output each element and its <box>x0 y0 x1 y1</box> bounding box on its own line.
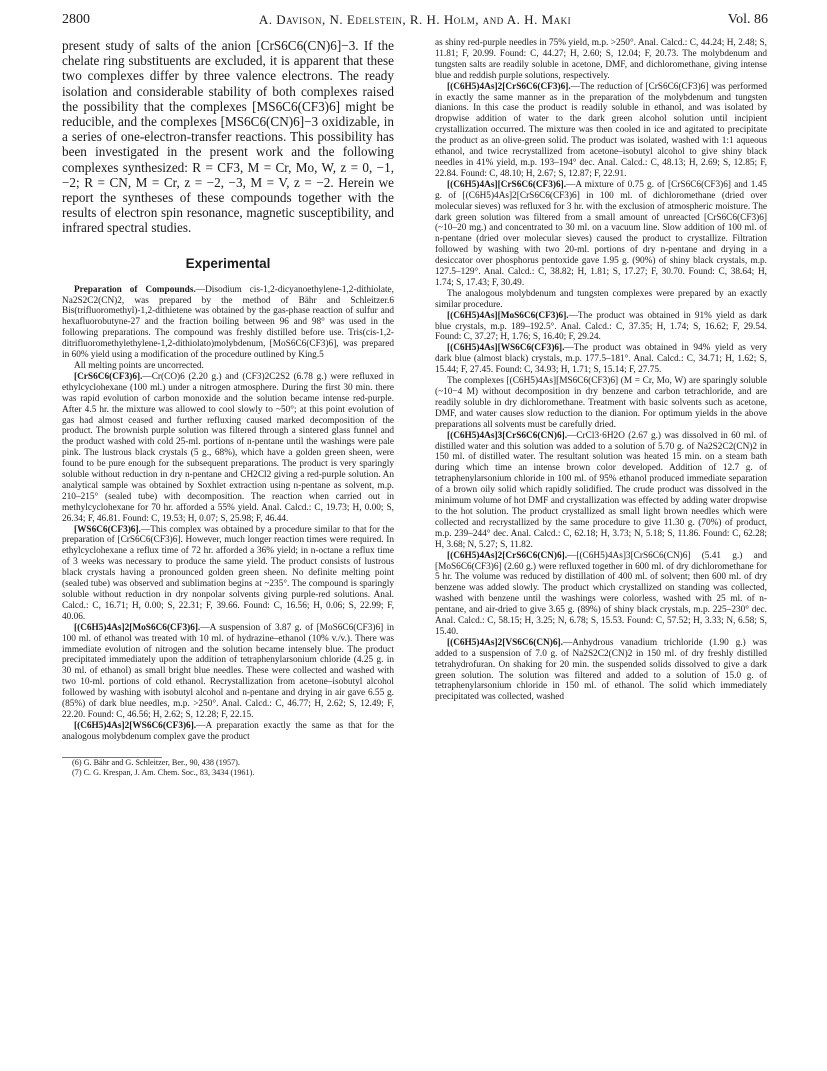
v-dianion-cn-paragraph <box>435 638 767 703</box>
cr-monoanion-paragraph <box>435 180 767 289</box>
mo-dianion-text: —A suspension of 3.87 g. of [MoS6C6(CF3)6] in 100 ml. of ethanol was treated with 10 ml. of hydrazine–ethanol (10% v./v.). There was immediate evolution of nitrogen and the solution became intensely blue. The product precipitated immediately upon the addition of tetraphenylarsonium chloride (4.25 g. in 30 ml. of ethanol) as small bright blue needles. These were collected and washed with two 10-ml. portions of cold ethanol. Recrystallization from acetone–isobutyl alcohol followed by washing with isobutyl alcohol and n-pentane and drying in air gave 6.55 g. (85%) of dark blue needles, m.p. >250°. Anal. Calcd.: C, 46.77; H, 2.62; S, 12.49; F, 22.20. Found: C, 46.56; H, 2.62; S, 12.28; F, 22.15. <box>62 622 394 720</box>
right-column <box>435 38 767 1068</box>
footnote-6: (6) G. Bähr and G. Schleitzer, Ber., 90, 438 (1957). <box>72 757 240 767</box>
v-dianion-cn-heading: [(C6H5)4As]2[VS6C6(CN)6]. <box>447 637 563 648</box>
prep-text: —Disodium cis-1,2-dicyanoethylene-1,2-dithiolate, Na2S2C2(CN)2, was prepared by the method of Bähr and Schleitzer.6 Bis(trifluoromethyl)-1,2-dithietene was obtained by the gas-phase reaction of sulfur and hexafluorobutyne-27 and the fraction boiling between 96 and 98° was used in the following preparations. The compound was freshly distilled before use. Tris(cis-1,2-ditrifluoromethylethylene-1,2-dithiolato)molybdenum, [MoS6C6(CF3)6], was prepared in 60% yield using a modification of the procedure outlined by King.5 <box>62 284 394 361</box>
w-text: —This complex was obtained by a procedure similar to that for the preparation of [CrS6C6(CF3)6]. However, much longer reaction times were required. In ethylcyclohexane a reflux time of 72 hr. afforded a 36% yield; in n-octane a reflux time of 3 weeks was necessary to produce the same yield. The product consists of lustrous black crystals having a pronounced golden green sheen. No definite melting point (sealed tube) was observed and sublimation begins at ~235°. The compound is sparingly soluble without reduction in dry nonpolar solvents giving purple-red solutions. Anal. Calcd.: C, 16.71; H, 0.00; S, 22.31; F, 39.66. Found: C, 16.56; H, 0.06; S, 22.99; F, 40.06. <box>62 524 394 622</box>
left-column <box>62 38 394 1063</box>
w-monoanion-text: —The product was obtained in 94% yield as very dark blue (almost black) crystals, m.p. 177.5–181°. Anal. Calcd.: C, 34.71; H, 1.62; S, 15.44; F, 27.45. Found: C, 34.93; H, 1.71; S, 15.14; F, 27.75. <box>435 343 767 376</box>
analogous-paragraph: The analogous molybdenum and tungsten complexes were prepared by an exactly similar procedure. <box>435 288 767 310</box>
w-monoanion-heading: [(C6H5)4As][WS6C6(CF3)6]. <box>447 343 565 354</box>
w-monoanion-paragraph <box>435 343 767 376</box>
cr-dianion-text: —The reduction of [CrS6C6(CF3)6] was performed in exactly the same manner as in the preparation of the molybdenum and tungsten dianions. In this case the product is readily soluble in ethanol, and was isolated by dropwise addition of water to the dark green alcohol solution until incipient crystallization occurred. The mixture was then cooled in ice and agitated to precipitate the product as an olive-green solid. The product was isolated, washed with 1:1 aqueous ethanol, and twice recrystallized from acetone–isobutyl alcohol to give shiny black needles in 41% yield, m.p. 193–194° dec. Anal. Calcd.: C, 48.13; H, 2.69; S, 12.85; F, 22.84. Found: C, 48.10; H, 2.67; S, 12.87; F, 22.91. <box>435 81 767 179</box>
page-number: 2800 <box>62 12 90 27</box>
mo-monoanion-heading: [(C6H5)4As][MoS6C6(CF3)6]. <box>447 310 569 321</box>
cr-dianion-paragraph <box>435 82 767 180</box>
mp-note: All melting points are uncorrected. <box>74 360 204 371</box>
cr-dianion-cn-text: —[(C6H5)4As]3[CrS6C6(CN)6] (5.41 g.) and [MoS6C6(CF3)6] (2.60 g.) were refluxed together in 600 ml. of dry dichloromethane for 5 hr. The volume was reduced by distillation of 400 ml. of solvent; then 600 ml. of dry benzene was added slowly. The product which crystallized on standing was collected, washed with benzene until the washings were colorless, washed with 25 ml. of n-pentane, and air-dried to give 3.65 g. (89%) of shiny black crystals, m.p. 225–230° dec. Anal. Calcd.: C, 58.15; H, 3.25; N, 6.78; S, 15.53. Found: C, 57.52; H, 3.33; N, 6.58; S, 15.40. <box>435 550 767 637</box>
w-dianion-heading: [(C6H5)4As]2[WS6C6(CF3)6]. <box>74 720 197 731</box>
volume-number: Vol. 86 <box>727 12 768 27</box>
cr-text: —Cr(CO)6 (2.20 g.) and (CF3)2C2S2 (6.78 g.) were refluxed in ethylcyclohexane (100 ml.) under a nitrogen atmosphere. During the first 30 min. there was rapid evolution of carbon monoxide and the solution became intense red-purple. After 4.5 hr. the mixture was allowed to cool slowly to ~50°; at this point evolution of gas had almost ceased and further refluxing caused marked decomposition of the product. The brownish purple solution was filtered through a sintered glass funnel and the product washed with cold 25-ml. portions of n-pentane until the washings were pale pink. The lustrous black crystals (5 g., 68%), which have a golden green sheen, were found to be pure enough for the subsequent preparations. The product is very sparingly soluble without reduction in dry n-pentane and CH2Cl2 giving a red-purple solution. An analytical sample was obtained by Soxhlet extraction using n-pentane as solvent, m.p. 210–215° (sealed tube) with decomposition. The reaction when carried out in methylcyclohexane for 70 hr. afforded a 55% yield. Anal. Calcd.: C, 19.73; H, 0.00; S, 26.34; F, 46.81. Found: C, 19.53; H, 0.07; S, 25.98; F, 46.44. <box>62 371 394 524</box>
cr-heading: [CrS6C6(CF3)6]. <box>74 371 143 382</box>
cr-trianion-cn-heading: [(C6H5)4As]3[CrS6C6(CN)6]. <box>447 430 568 441</box>
cr-dianion-cn-paragraph <box>435 551 767 638</box>
prep-heading: Preparation of Compounds. <box>74 284 196 295</box>
continued-paragraph: as shiny red-purple needles in 75% yield, m.p. >250°. Anal. Calcd.: C, 44.24; H, 2.48; S, 11.81; F, 20.99. Found: C, 44.27; H, 2.60; S, 12.04; F, 20.73. The molybdenum and tungsten salts are readily soluble in acetone, DMF, and dichloromethane, giving intense blue and reddish purple solutions, respectively. <box>435 38 767 81</box>
cr-monoanion-heading: [(C6H5)4As][CrS6C6(CF3)6]. <box>447 179 567 190</box>
cr-trianion-cn-paragraph <box>435 431 767 551</box>
running-header <box>62 12 768 34</box>
footnote-7: (7) C. G. Krespan, J. Am. Chem. Soc., 83, 3434 (1961). <box>72 767 255 777</box>
complexes-paragraph: The complexes [(C6H5)4As][MS6C6(CF3)6] (M = Cr, Mo, W) are sparingly soluble (~10−4 M) without decomposition in dry benzene and carbon tetrachloride, and are readily soluble in dry dichloromethane. Treatment with basic solvents such as acetone, DMF, and water causes slow reduction to the dianion. For optimum yields in the above preparations all solvents must be carefully dried. <box>435 376 767 430</box>
cr-trianion-cn-text: —CrCl3·6H2O (2.67 g.) was dissolved in 60 ml. of distilled water and this solution was added to a solution of 5.70 g. of Na2S2C2(CN)2 in 150 ml. of distilled water. The resultant solution was heated 15 min. on a steam bath during which time an intense brown color developed. Addition of 12.7 g. of tetraphenylarsonium chloride in 100 ml. of 95% ethanol produced immediate separation of a brown oily solid which rapidly solidified. The crude product was dissolved in the minimum volume of hot DMF and crystallization was effected by adding water dropwise to the hot solution. The product crystallized as small light brown needles which were collected and recrystallized by the same procedure to give 11.30 g. (70%) of product, m.p. 239–244° dec. Anal. Calcd.: C, 62.18; H, 3.73; N, 5.18; S, 11.86. Found: C, 62.28; H, 3.68; N, 5.27; S, 11.82. <box>435 430 767 550</box>
mo-monoanion-paragraph <box>435 311 767 344</box>
mo-monoanion-text: —The product was obtained in 91% yield as dark blue crystals, m.p. 189–192.5°. Anal. Calcd.: C, 37.35; H, 1.74; S, 16.62; F, 29.54. Found: C, 37.27; H, 1.76; S, 16.40; F, 29.24. <box>435 310 767 343</box>
mo-dianion-paragraph <box>62 623 394 721</box>
v-dianion-cn-text: —Anhydrous vanadium trichloride (1.90 g.) was added to a suspension of 7.0 g. of Na2S2C2(CN)2 in 150 ml. of dry freshly distilled tetrahydrofuran. On shaking for 20 min. the suspended solids dissolved to give a dark green solution. The solution was filtered and added to a solution of 15.0 g. of tetraphenylarsonium chloride in 150 ml. of ethanol. The solid which immediately precipitated was collected, washed <box>435 637 767 703</box>
cr-dianion-cn-heading: [(C6H5)4As]2[CrS6C6(CN)6]. <box>447 550 568 561</box>
cr-dianion-heading: [(C6H5)4As]2[CrS6C6(CF3)6]. <box>447 81 571 92</box>
mo-dianion-heading: [(C6H5)4As]2[MoS6C6(CF3)6]. <box>74 622 201 633</box>
w-heading: [WS6C6(CF3)6]. <box>74 524 141 535</box>
author-line: A. Davison, N. Edelstein, R. H. Holm, and A. H. Maki <box>258 12 572 27</box>
cr-monoanion-text: —A mixture of 0.75 g. of [CrS6C6(CF3)6] and 1.45 g. of [(C6H5)4As]2[CrS6C6(CF3)6] in 100 ml. of dichloromethane (dried over molecular sieves) was refluxed for 3 hr. with the exclusion of atmospheric moisture. The dark green solution was filtered from a small amount of unreacted [CrS6C6(CF3)6] (~10–20 mg.) and concentrated to 30 ml. on a vacuum line. Slow addition of 100 ml. of n-pentane (dried over molecular sieves) caused the product to crystallize. Filtration followed by washing with two 20-ml. portions of dry n-pentane and drying in a desiccator over phosphorus pentoxide gave 1.95 g. (90%) of shiny black crystals, m.p. 127.5–129°. Anal. Calcd.: C, 38.82; H, 1.81; S, 17.27; F, 30.70. Found: C, 38.64; H, 1.74; S, 17.43; F, 30.49. <box>435 179 767 288</box>
prep-paragraph <box>62 285 394 361</box>
experimental-heading: Experimental <box>185 255 271 271</box>
w-dianion-paragraph <box>62 721 394 743</box>
intro-paragraph: present study of salts of the anion [CrS6C6(CN)6]−3. If the chelate ring substituents are excluded, it is apparent that these two complexes differ by three valence electrons. The ready isolation and considerable stability of both complexes raised the possibility that the complexes [MS6C6(CF3)6] might be reducible, and the complexes [MS6C6(CN)6]−3 oxidizable, in a series of one-electron-transfer reactions. This possibility has been investigated in the present work and the following complexes synthesized: R = CF3, M = Cr, Mo, W, z = 0, −1, −2; R = CN, M = Cr, z = −2, −3, M = V, z = −2. Herein we report the syntheses of these compounds together with the results of electron spin resonance, magnetic susceptibility, and infrared spectral studies. <box>62 38 394 236</box>
w-paragraph <box>62 525 394 623</box>
cr-paragraph <box>62 372 394 525</box>
w-dianion-text: —A preparation exactly the same as that for the analogous molybdenum complex gave the product <box>62 720 394 742</box>
